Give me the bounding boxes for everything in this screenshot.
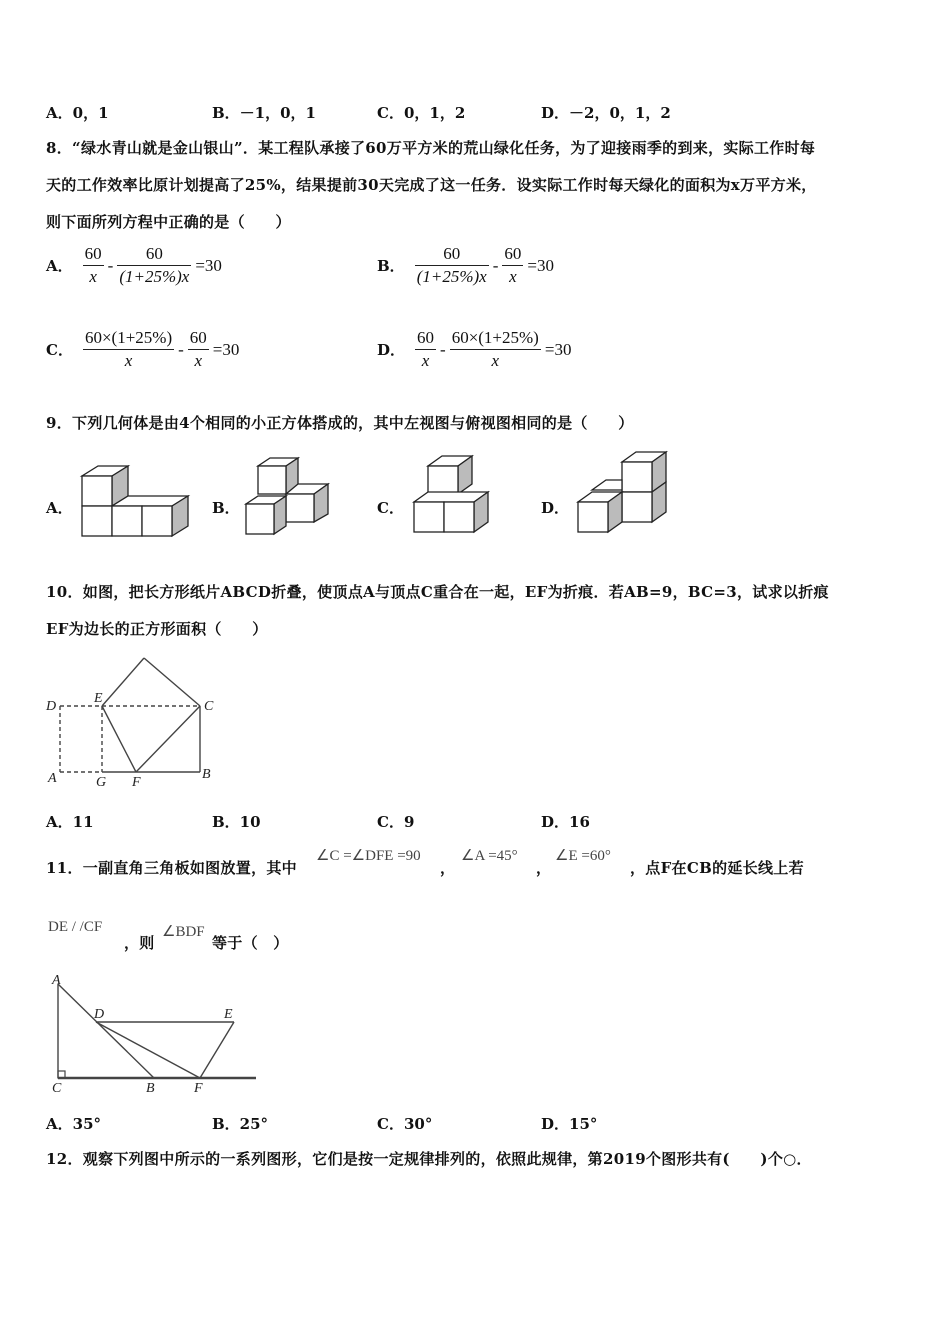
q10-option-b: B．10	[212, 813, 261, 831]
q7-option-b: B．－1，0，1	[212, 104, 316, 122]
q8-a-rhs: =30	[195, 255, 222, 275]
q11-option-b: B．25°	[212, 1115, 269, 1133]
q9-figure-d	[574, 450, 674, 536]
q10-label-g: G	[96, 775, 107, 790]
q7-option-a: A．0，1	[46, 104, 109, 122]
q8-a-f2-num: 60	[117, 243, 191, 266]
q11-label-a: A	[52, 973, 61, 988]
q10-label-a: A	[48, 771, 57, 786]
q11-text-part3: ，则	[124, 934, 155, 952]
q11-text-part1: 11．一副直角三角板如图放置，其中	[46, 859, 297, 877]
q8-text-line1: 8．“绿水青山就是金山银山”．某工程队承接了60万平方米的荒山绿化任务，为了迎接雨季的到来，实际工作时每	[46, 139, 816, 157]
q8-c-fraction-2	[188, 327, 209, 372]
q10-label-c: C	[204, 699, 214, 714]
q8-text-line3: 则下面所列方程中正确的是（ ）	[46, 213, 291, 231]
q8-c-minus: -	[178, 339, 184, 359]
q8-c-label: C．	[46, 341, 73, 359]
q8-a-label: A．	[46, 257, 73, 275]
q8-b-minus: -	[492, 255, 499, 275]
q8-d-fraction-2	[450, 327, 541, 372]
q10-line-ef	[102, 706, 136, 772]
q8-b-f2-den: x	[509, 267, 517, 286]
q8-d-rhs: =30	[544, 339, 572, 359]
q8-d-fraction-1	[415, 327, 436, 372]
q8-c-f1-num: 60×(1+25%)	[83, 327, 174, 350]
q8-b-f2-num: 60	[502, 243, 523, 266]
q9-figure-b	[242, 456, 334, 540]
q11-line-ab	[58, 984, 154, 1078]
q10-line-fc	[136, 706, 200, 772]
q9-label-a: A．	[46, 499, 73, 517]
q10-text-line2: EF为边长的正方形面积（ ）	[46, 620, 268, 638]
q10-line-e-top	[102, 658, 144, 706]
q8-option-a	[46, 243, 222, 288]
q9-figure-c	[410, 452, 500, 538]
q11-option-a: A．35°	[46, 1115, 102, 1133]
q8-b-fraction-1	[415, 243, 489, 288]
q8-a-f2-den: (1+25%)x	[119, 267, 190, 286]
q8-b-fraction-2	[502, 243, 523, 288]
q11-label-d: D	[94, 1007, 105, 1022]
q11-math-angle-a: ∠A =45°	[461, 848, 518, 864]
q8-b-f1-den: (1+25%)x	[416, 267, 487, 286]
q9-figure-a	[76, 462, 198, 540]
q7-option-c: C．0，1，2	[377, 104, 466, 122]
q8-d-f2-den: x	[491, 351, 500, 370]
q8-a-fraction-1	[83, 243, 104, 288]
q10-label-d: D	[46, 699, 57, 714]
q8-c-f2-den: x	[194, 351, 203, 370]
q8-d-f2-num: 60×(1+25%)	[450, 327, 541, 350]
q9-label-d: D．	[541, 499, 570, 517]
q8-c-fraction-1	[83, 327, 174, 372]
q10-line-top-c	[144, 658, 200, 706]
q8-option-c	[46, 327, 239, 372]
q8-d-label: D．	[377, 341, 406, 359]
q11-figure	[44, 970, 262, 1098]
q8-a-f1-den: x	[89, 267, 97, 286]
q8-option-d	[377, 327, 571, 372]
q8-d-f1-num: 60	[415, 327, 436, 350]
q10-option-d: D．16	[541, 813, 590, 831]
q11-math-parallel: DE / /CF	[48, 919, 103, 935]
q8-c-rhs: =30	[212, 339, 240, 359]
q10-label-b: B	[202, 767, 211, 782]
q10-figure	[40, 650, 230, 790]
q12-text: 12．观察下列图中所示的一系列图形，它们是按一定规律排列的，依照此规律，第2019个图形共有( )个○．	[46, 1150, 812, 1168]
q11-sep1: ，	[440, 859, 456, 877]
q11-sep2: ，	[536, 859, 552, 877]
q11-math-angle-c-dfe: ∠C =∠DFE =90	[316, 848, 421, 864]
q11-math-angle-bdf: ∠BDF	[162, 924, 205, 940]
q11-line-ef	[200, 1022, 234, 1078]
q11-label-c: C	[52, 1081, 62, 1096]
q11-line-df	[96, 1022, 200, 1078]
q10-option-a: A．11	[46, 813, 94, 831]
q10-label-f: F	[132, 775, 141, 790]
q7-option-d: D．－2，0，1，2	[541, 104, 671, 122]
q10-text-line1: 10．如图，把长方形纸片ABCD折叠，使顶点A与顶点C重合在一起，EF为折痕．若AB=9，BC=3，试求以折痕	[46, 583, 829, 601]
q11-label-f: F	[194, 1081, 203, 1096]
q8-option-b	[377, 243, 554, 288]
q8-c-f2-num: 60	[188, 327, 209, 350]
q8-text-line2: 天的工作效率比原计划提高了25%，结果提前30天完成了这一任务．设实际工作时每天绿化的面积为x万平方米，	[46, 176, 817, 194]
q11-label-e: E	[224, 1007, 233, 1022]
q9-text: 9．下列几何体是由4个相同的小正方体搭成的，其中左视图与俯视图相同的是（ ）	[46, 414, 634, 432]
q8-b-label: B．	[377, 257, 405, 275]
q10-option-c: C．9	[377, 813, 415, 831]
q8-d-minus: -	[440, 339, 446, 359]
q8-b-rhs: =30	[527, 255, 554, 275]
q11-label-b: B	[146, 1081, 155, 1096]
q8-a-f1-num: 60	[83, 243, 104, 266]
q8-a-minus: -	[107, 255, 114, 275]
q8-a-fraction-2	[117, 243, 191, 288]
q10-label-e: E	[94, 691, 103, 706]
q9-label-c: C．	[377, 499, 404, 517]
q11-option-c: C．30°	[377, 1115, 433, 1133]
q8-c-f1-den: x	[124, 351, 133, 370]
q11-text-part4: 等于（ ）	[212, 934, 289, 952]
q9-label-b: B．	[212, 499, 240, 517]
q8-d-f1-den: x	[421, 351, 430, 370]
q11-text-part2: ，点F在CB的延长线上若	[630, 859, 804, 877]
q11-option-d: D．15°	[541, 1115, 598, 1133]
q11-math-angle-e: ∠E =60°	[555, 848, 611, 864]
q8-b-f1-num: 60	[415, 243, 489, 266]
